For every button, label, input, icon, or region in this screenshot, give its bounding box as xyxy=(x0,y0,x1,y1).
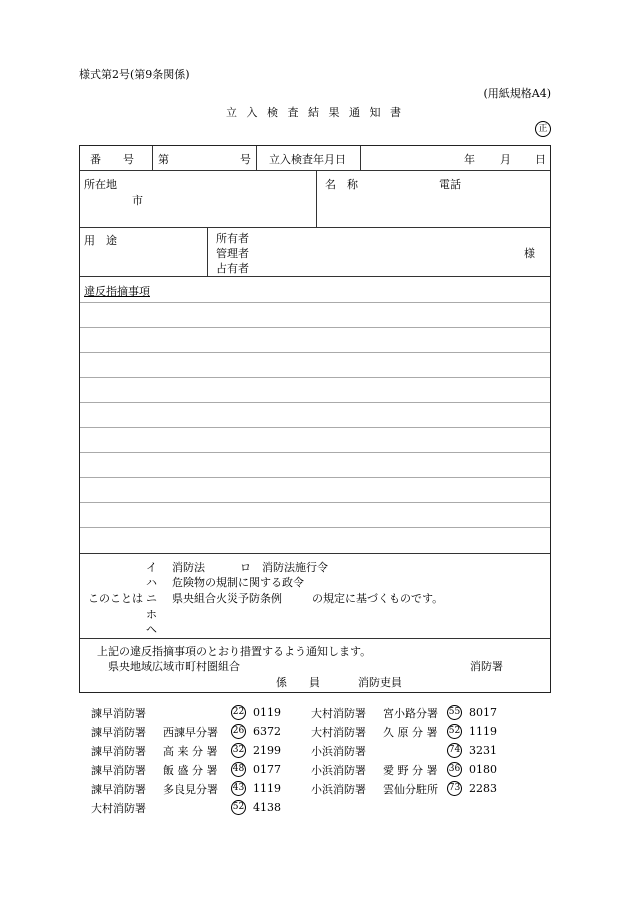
area-code: 55 xyxy=(447,705,462,720)
violation-heading: 違反指摘事項 xyxy=(84,285,150,298)
area-code-circle xyxy=(447,760,469,779)
notice-text: 上記の違反指摘事項のとおり措置するよう通知します。 xyxy=(97,645,372,658)
month-label: 月 xyxy=(500,153,511,166)
day-label: 日 xyxy=(535,153,546,166)
area-code-circle xyxy=(447,741,469,760)
area-code-circle xyxy=(447,798,469,817)
office-name xyxy=(383,741,447,760)
occupant-label: 占有者 xyxy=(216,262,249,275)
number-label: 番 号 xyxy=(90,153,134,166)
phone-number: 2283 xyxy=(469,782,497,795)
area-code-circle xyxy=(447,703,469,722)
number-suffix: 号 xyxy=(240,153,251,166)
office-name: 雲仙分駐所 xyxy=(383,782,438,796)
office-list xyxy=(91,703,509,817)
basis-mark-i: イ xyxy=(146,561,157,574)
area-code: 43 xyxy=(231,781,246,796)
office-row xyxy=(91,779,509,798)
ruled-line xyxy=(80,302,550,303)
inspection-form xyxy=(79,145,551,693)
paper-size: (用紙規格A4) xyxy=(483,87,551,100)
office-name: 久 原 分 署 xyxy=(383,725,438,739)
ruled-line xyxy=(80,477,550,478)
year-label: 年 xyxy=(464,153,475,166)
number-prefix: 第 xyxy=(158,153,169,166)
notice-officer: 消防吏員 xyxy=(358,676,402,689)
area-code-circle xyxy=(231,722,253,741)
document-title: 立 入 検 査 結 果 通 知 書 xyxy=(226,106,404,119)
office-name: 大村消防署 xyxy=(311,706,366,720)
office-name: 飯 盛 分 署 xyxy=(163,763,218,777)
office-row xyxy=(91,741,509,760)
phone-number: 8017 xyxy=(469,706,497,719)
office-name: 諫早消防署 xyxy=(91,782,146,796)
basis-text-ro: 消防法施行令 xyxy=(262,561,328,574)
area-code-circle xyxy=(231,760,253,779)
office-name: 諫早消防署 xyxy=(91,725,146,739)
ruled-line xyxy=(80,452,550,453)
area-code: 73 xyxy=(447,781,462,796)
ruled-line xyxy=(80,327,550,328)
seal-mark xyxy=(535,121,551,137)
phone-number: 3231 xyxy=(469,744,497,757)
location-label: 所在地 xyxy=(84,178,117,191)
office-name: 大村消防署 xyxy=(311,725,366,739)
seal-text: 正 xyxy=(538,124,548,134)
office-name: 小浜消防署 xyxy=(311,782,366,796)
office-name: 小浜消防署 xyxy=(311,744,366,758)
office-name: 愛 野 分 署 xyxy=(383,763,438,777)
phone-label: 電話 xyxy=(439,178,461,191)
area-code: 74 xyxy=(447,743,462,758)
area-code-circle xyxy=(447,722,469,741)
owner-label: 所有者 xyxy=(216,232,249,245)
phone-number: 4138 xyxy=(253,801,281,814)
office-name: 高 来 分 署 xyxy=(163,744,218,758)
ruled-line xyxy=(80,377,550,378)
office-name xyxy=(163,703,231,722)
phone-number: 0177 xyxy=(253,763,281,776)
area-code: 52 xyxy=(231,800,246,815)
notice-station: 消防署 xyxy=(470,660,503,673)
phone-number: 6372 xyxy=(253,725,281,738)
office-name xyxy=(311,798,383,817)
area-code-circle xyxy=(231,779,253,798)
inspection-date-label: 立入検査年月日 xyxy=(269,153,346,166)
phone-number xyxy=(469,798,509,817)
basis-mark-ha: ハ xyxy=(146,576,157,589)
office-name: 西諫早分署 xyxy=(163,725,218,739)
office-name: 諫早消防署 xyxy=(91,706,146,720)
area-code: 48 xyxy=(231,762,246,777)
ruled-line xyxy=(80,352,550,353)
notice-org: 県央地域広域市町村圏組合 xyxy=(108,660,240,673)
basis-mark-ho: ホ xyxy=(146,608,157,621)
phone-number: 2199 xyxy=(253,744,281,757)
form-number: 様式第2号(第9条関係) xyxy=(79,68,190,81)
area-code: 36 xyxy=(447,762,462,777)
area-code-circle xyxy=(231,798,253,817)
basis-mark-he: ヘ xyxy=(146,623,157,636)
area-code-circle xyxy=(231,703,253,722)
office-name xyxy=(163,798,231,817)
ruled-line xyxy=(80,527,550,528)
ruled-line xyxy=(80,402,550,403)
office-row xyxy=(91,722,509,741)
office-name: 諫早消防署 xyxy=(91,744,146,758)
basis-lead: このことは xyxy=(88,592,143,605)
office-name: 多良見分署 xyxy=(163,782,218,796)
phone-number: 1119 xyxy=(253,782,281,795)
office-row xyxy=(91,798,509,817)
area-code: 26 xyxy=(231,724,246,739)
office-name: 小浜消防署 xyxy=(311,763,366,777)
area-code: 22 xyxy=(231,705,246,720)
office-name: 諫早消防署 xyxy=(91,763,146,777)
office-name xyxy=(383,798,447,817)
phone-number: 0180 xyxy=(469,763,497,776)
area-code: 52 xyxy=(447,724,462,739)
office-name: 宮小路分署 xyxy=(383,706,438,720)
city-label: 市 xyxy=(132,194,143,207)
notice-staff: 係 員 xyxy=(276,676,320,689)
basis-text-i: 消防法 xyxy=(172,561,205,574)
manager-label: 管理者 xyxy=(216,247,249,260)
basis-mark-ni: ニ xyxy=(146,592,157,605)
area-code-circle xyxy=(231,741,253,760)
ruled-line xyxy=(80,502,550,503)
phone-number: 1119 xyxy=(469,725,497,738)
use-label: 用 途 xyxy=(84,234,117,247)
name-label: 名 称 xyxy=(325,178,358,191)
area-code-circle xyxy=(447,779,469,798)
office-name: 大村消防署 xyxy=(91,801,146,815)
basis-text-ha: 危険物の規制に関する政令 xyxy=(172,576,304,589)
ruled-line xyxy=(80,427,550,428)
basis-mark-ro: ロ xyxy=(240,561,251,574)
office-row xyxy=(91,703,509,722)
honorific-sama: 様 xyxy=(524,247,535,260)
basis-text-ni: 県央組合火災予防条例 xyxy=(172,592,282,605)
phone-number: 0119 xyxy=(253,706,281,719)
basis-suffix: の規定に基づくものです。 xyxy=(312,592,444,605)
office-row xyxy=(91,760,509,779)
area-code: 32 xyxy=(231,743,246,758)
